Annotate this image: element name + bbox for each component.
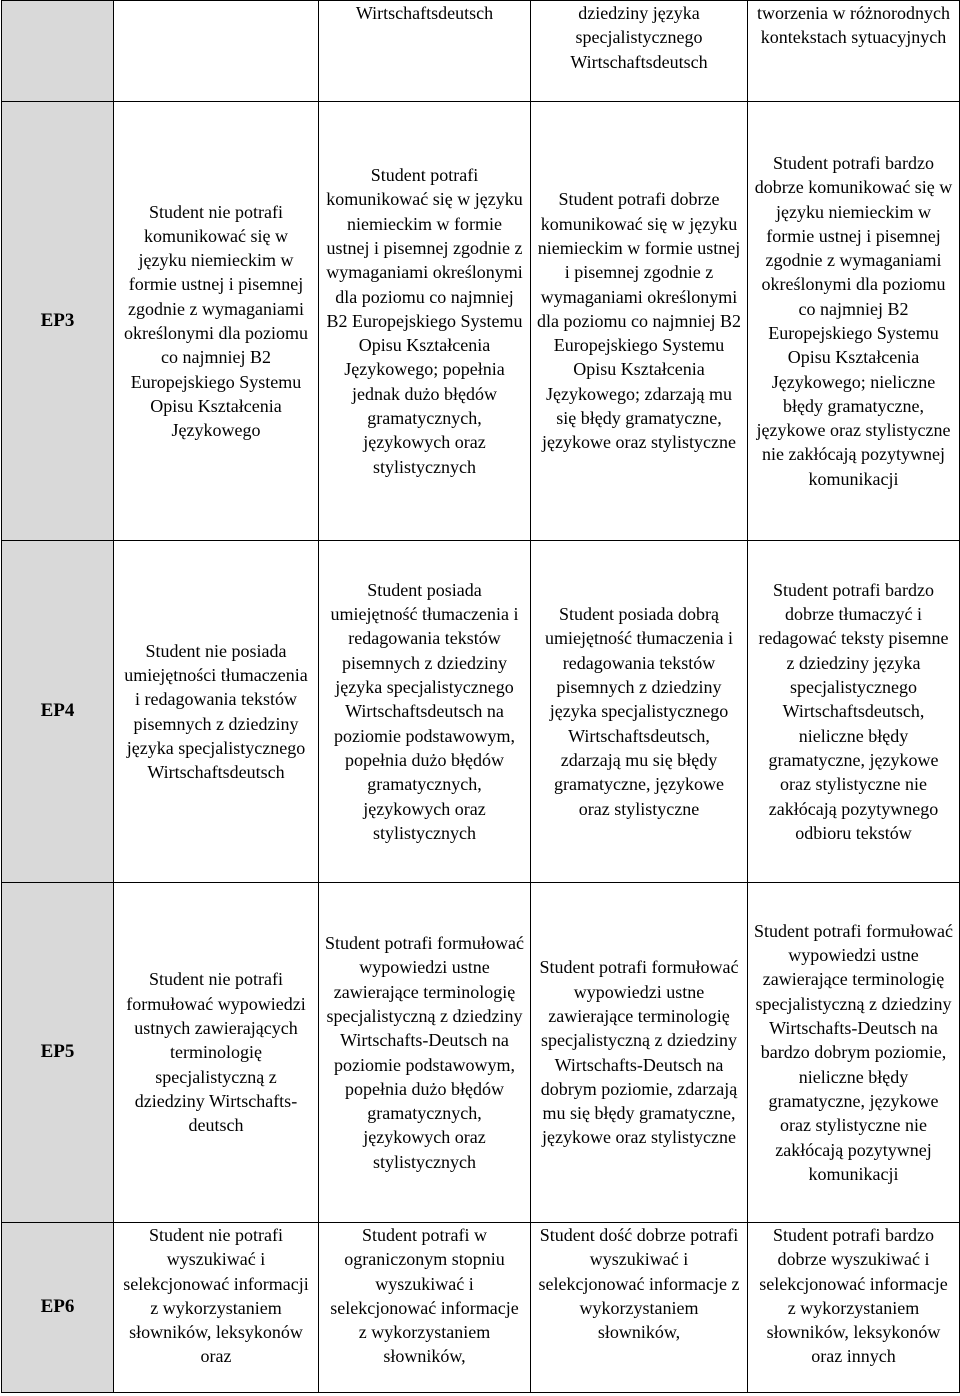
- row-code-cell: EP4: [2, 541, 114, 883]
- table-cell: Student dość dobrze potrafi wyszukiwać i selekcjonować informacje z wykorzystaniem słowników,: [531, 1223, 748, 1393]
- table-cell: Student potrafi bardzo dobrze wyszukiwać i selekcjonować informacje z wykorzystaniem słowników, leksykonów oraz innych: [748, 1223, 960, 1393]
- table-cell: Student potrafi formułować wypowiedzi ustne zawierające terminologię specjalistyczną z dziedziny Wirtschafts-Deutsch na poziomie podstawowym, popełnia dużo błędów gramatycznych, językowych oraz stylistycznych: [319, 883, 531, 1223]
- table-cell: [114, 1, 319, 102]
- table-cell: Student potrafi bardzo dobrze tłumaczyć i redagować teksty pisemne z dziedziny języka specjalistycznego Wirtschaftsdeutsch, nieliczne błędy gramatyczne, językowe oraz stylistyczne nie zakłócają pozytywnego odbioru tekstów: [748, 541, 960, 883]
- row-code-cell: [2, 1, 114, 102]
- assessment-criteria-table: [1, 0, 960, 1393]
- row-code-cell: EP6: [2, 1223, 114, 1393]
- table-cell: Student potrafi w ograniczonym stopniu wyszukiwać i selekcjonować informacje z wykorzystaniem słowników,: [319, 1223, 531, 1393]
- row-code-cell: EP5: [2, 883, 114, 1223]
- table-cell: Student nie posiada umiejętności tłumaczenia i redagowania tekstów pisemnych z dziedziny języka specjalistycznego Wirtschaftsdeutsch: [114, 541, 319, 883]
- table-cell: Student nie potrafi wyszukiwać i selekcjonować informacji z wykorzystaniem słowników, leksykonów oraz: [114, 1223, 319, 1393]
- table-cell: Student potrafi dobrze komunikować się w języku niemieckim w formie ustnej i pisemnej zgodnie z wymaganiami określonymi dla poziomu co najmniej B2 Europejskiego Systemu Opisu Kształcenia Językowego; zdarzają mu się błędy gramatyczne, językowe oraz stylistyczne: [531, 102, 748, 541]
- table-cell: Student potrafi bardzo dobrze komunikować się w języku niemieckim w formie ustnej i pisemnej zgodnie z wymaganiami określonymi dla poziomu co najmniej B2 Europejskiego Systemu Opisu Kształcenia Językowego; nieliczne błędy gramatyczne, językowe oraz stylistyczne nie zakłócają pozytywnej komunikacji: [748, 102, 960, 541]
- table-cell: Wirtschaftsdeutsch: [319, 1, 531, 102]
- table-cell: Student posiada umiejętność tłumaczenia i redagowania tekstów pisemnych z dziedziny języka specjalistycznego Wirtschaftsdeutsch na poziomie podstawowym, popełnia dużo błędów gramatycznych, językowych oraz stylistycznych: [319, 541, 531, 883]
- table-cell: Student potrafi formułować wypowiedzi ustne zawierające terminologię specjalistyczną z dziedziny Wirtschafts-Deutsch na dobrym poziomie, zdarzają mu się błędy gramatyczne, językowe oraz stylistyczne: [531, 883, 748, 1223]
- table-cell: Student potrafi komunikować się w języku niemieckim w formie ustnej i pisemnej zgodnie z wymaganiami określonymi dla poziomu co najmniej B2 Europejskiego Systemu Opisu Kształcenia Językowego; popełnia jednak dużo błędów gramatycznych, językowych oraz stylistycznych: [319, 102, 531, 541]
- table-row: [2, 541, 960, 883]
- table-cell: Student potrafi formułować wypowiedzi ustne zawierające terminologię specjalistyczną z dziedziny Wirtschafts-Deutsch na bardzo dobrym poziomie, nieliczne błędy gramatyczne, językowe oraz stylistyczne nie zakłócają pozytywnej komunikacji: [748, 883, 960, 1223]
- table-cell: Student nie potrafi formułować wypowiedzi ustnych zawierających terminologię specjalistyczną z dziedziny Wirtschafts-deutsch: [114, 883, 319, 1223]
- table-cell: Student posiada dobrą umiejętność tłumaczenia i redagowania tekstów pisemnych z dziedziny języka specjalistycznego Wirtschaftsdeutsch, zdarzają mu się błędy gramatyczne, językowe oraz stylistyczne: [531, 541, 748, 883]
- table-cell: Student nie potrafi komunikować się w języku niemieckim w formie ustnej i pisemnej zgodnie z wymaganiami określonymi dla poziomu co najmniej B2 Europejskiego Systemu Opisu Kształcenia Językowego: [114, 102, 319, 541]
- table-row: [2, 1223, 960, 1393]
- table-cell: dziedziny języka specjalistycznego Wirtschaftsdeutsch: [531, 1, 748, 102]
- table-row: [2, 1, 960, 102]
- row-code-cell: EP3: [2, 102, 114, 541]
- table-row: [2, 883, 960, 1223]
- table-row: [2, 102, 960, 541]
- table-cell: tworzenia w różnorodnych kontekstach sytuacyjnych: [748, 1, 960, 102]
